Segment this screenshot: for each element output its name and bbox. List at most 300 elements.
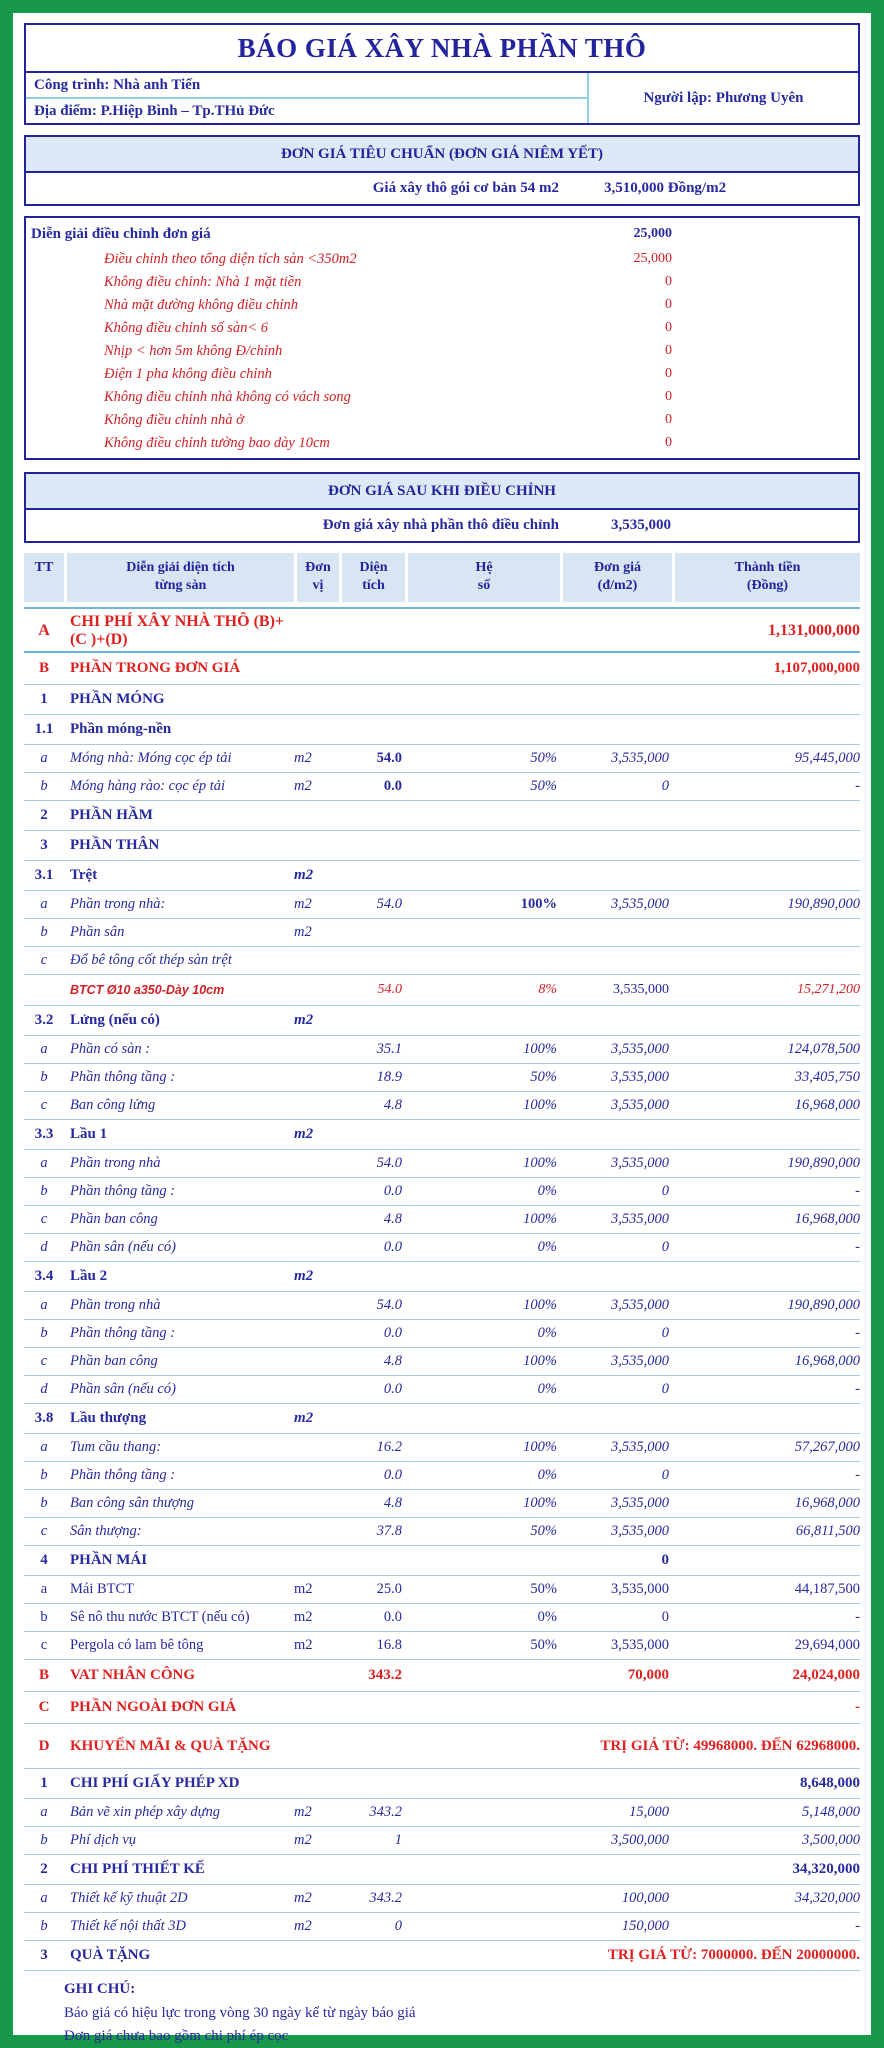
cell-coefficient: 100%: [523, 1297, 557, 1313]
cell-coefficient: 50%: [530, 1523, 557, 1539]
cell-total: -: [855, 1239, 860, 1255]
cell-area: 35.1: [376, 1041, 402, 1057]
cell-total: 34,320,000: [794, 1890, 860, 1906]
table-row: [24, 1604, 860, 1632]
cell-unit-price: 3,535,000: [613, 982, 669, 997]
cell-area: 4.8: [383, 1097, 402, 1113]
cell-tt: 2: [40, 1861, 48, 1877]
standard-price-box: [24, 135, 860, 206]
cell-label: PHẦN HẦM: [70, 807, 153, 823]
cell-coefficient: 100%: [523, 1155, 557, 1171]
cell-total: -: [855, 778, 860, 794]
cell-unit: m2: [294, 1637, 313, 1653]
cell-label: Mái BTCT: [70, 1581, 135, 1597]
cell-tt: 3: [40, 837, 48, 853]
cell-tt: a: [40, 1439, 48, 1455]
cell-total: 1,131,000,000: [768, 622, 860, 639]
cell-coefficient: 100%: [523, 1353, 557, 1369]
cell-total: 29,694,000: [794, 1637, 860, 1653]
cell-area: 4.8: [383, 1353, 402, 1369]
cell-tt: B: [38, 1667, 49, 1683]
quotation-sheet: [13, 13, 871, 2044]
cell-label: Bản vẽ xin phép xây dựng: [70, 1804, 221, 1820]
cell-tt: c: [40, 1097, 48, 1113]
table-row: [24, 1092, 860, 1120]
cell-label: Sân thượng:: [70, 1523, 142, 1539]
cell-area: 343.2: [368, 1667, 402, 1683]
adjustment-box: [24, 216, 860, 460]
cell-tt: a: [40, 1890, 48, 1906]
cell-tt: a: [40, 1297, 48, 1313]
cell-label: Phần thông tầng :: [70, 1069, 176, 1085]
adjustment-item: [26, 293, 858, 316]
cell-unit: m2: [294, 1581, 313, 1597]
cell-unit: m2: [294, 1126, 314, 1142]
cell-total: 3,500,000: [802, 1832, 860, 1848]
cell-total: 16,968,000: [794, 1353, 860, 1369]
cell-tt: 3.1: [34, 867, 54, 883]
table-row: [24, 1006, 860, 1036]
cell-unit-price: 3,535,000: [611, 1495, 669, 1511]
cost-table-header: [24, 553, 860, 609]
cell-unit-price: 0: [661, 1609, 669, 1625]
adjustment-item-value: 0: [665, 389, 672, 404]
adjustment-item-value: 0: [665, 274, 672, 289]
table-row: [24, 611, 860, 653]
cell-coefficient: 0%: [537, 1609, 557, 1625]
table-row: [24, 715, 860, 745]
cell-total: 66,811,500: [795, 1523, 860, 1539]
title-box: [24, 23, 860, 125]
cell-area: 343.2: [369, 1890, 402, 1906]
cell-label: Phần thông tầng :: [70, 1467, 176, 1483]
cell-coefficient: 50%: [530, 1581, 557, 1597]
author-name: Người lập: Phương Uyên: [643, 89, 804, 106]
cell-total: -: [855, 1699, 860, 1715]
table-row: [24, 1660, 860, 1692]
cell-total: -: [855, 1183, 860, 1199]
cell-label: VAT NHÂN CÔNG: [70, 1667, 196, 1683]
cell-label: Phần có sàn :: [70, 1041, 151, 1057]
cell-tt: a: [40, 750, 48, 766]
cell-label: Phần ban công: [70, 1353, 158, 1369]
cell-label: Pergola có lam bê tông: [70, 1637, 204, 1653]
table-row: [24, 1692, 860, 1724]
cell-coefficient: 100%: [523, 1097, 557, 1113]
cell-total: -: [855, 1381, 860, 1397]
cell-area: 54.0: [376, 1297, 402, 1313]
cell-unit-price: 3,535,000: [611, 1637, 669, 1653]
note-line: Đơn giá chưa bao gồm chi phí ép cọc: [64, 2028, 289, 2044]
cell-label: Ban công lửng: [70, 1097, 156, 1113]
cell-tt: a: [40, 1155, 48, 1171]
cell-coefficient: 100%: [523, 1211, 557, 1227]
cell-unit-price: 3,535,000: [611, 1439, 669, 1455]
cell-unit-price: 3,535,000: [611, 896, 669, 912]
table-row: [24, 653, 860, 685]
cell-tt: 1.1: [34, 721, 54, 737]
cell-tt: D: [38, 1737, 50, 1754]
cell-total: 24,024,000: [792, 1667, 860, 1683]
table-row: [24, 1376, 860, 1404]
cell-coefficient: 50%: [530, 1069, 557, 1085]
cell-unit-price: 0: [661, 778, 669, 794]
cell-total: 124,078,500: [787, 1041, 860, 1057]
cell-coefficient: 50%: [530, 1637, 557, 1653]
cell-tt: b: [40, 1467, 48, 1483]
cell-promo-value: TRỊ GIÁ TỪ: 7000000. ĐẾN 20000000.: [607, 1947, 860, 1963]
table-row: [24, 1462, 860, 1490]
cell-label: Phần sân: [70, 924, 125, 940]
cell-label: BTCT Ø10 a350-Dày 10cm: [70, 983, 225, 997]
cell-total: -: [855, 1918, 860, 1934]
cell-unit: m2: [294, 867, 314, 883]
table-row: [24, 975, 860, 1006]
cell-total: 190,890,000: [787, 896, 860, 912]
adjustment-item-value: 0: [665, 435, 672, 450]
cell-label: PHẦN MÓNG: [70, 691, 165, 707]
table-row: [24, 1262, 860, 1292]
cell-total: 190,890,000: [787, 1155, 860, 1171]
adjustment-item: [26, 270, 858, 293]
cell-area: 0.0: [383, 778, 402, 794]
cell-label: Phần trong nhà:: [70, 896, 166, 912]
table-row: [24, 1292, 860, 1320]
table-row: [24, 1234, 860, 1262]
cell-total: 33,405,750: [794, 1069, 860, 1085]
cell-label: Lầu 1: [70, 1126, 108, 1142]
table-row: [24, 1799, 860, 1827]
table-row: [24, 773, 860, 801]
cell-unit-price: 0: [661, 1325, 669, 1341]
table-row: [24, 861, 860, 891]
cell-area: 0.0: [383, 1609, 402, 1625]
cell-area: 25.0: [376, 1581, 402, 1597]
table-row: [24, 1724, 860, 1769]
table-row: [24, 1320, 860, 1348]
table-row: [24, 1348, 860, 1376]
cell-label: Thiết kế nội thất 3D: [70, 1918, 186, 1934]
cell-coefficient: 0%: [537, 1467, 557, 1483]
cell-unit: m2: [294, 778, 312, 794]
cell-unit: m2: [294, 1890, 312, 1906]
adjustment-item-value: 0: [665, 297, 672, 312]
cell-tt: 3.8: [34, 1410, 54, 1426]
cell-unit-price: 3,535,000: [611, 1523, 669, 1539]
table-row: [24, 947, 860, 975]
adjustment-item: [26, 385, 858, 408]
adjustment-item: [26, 247, 858, 270]
cell-tt: a: [40, 1041, 48, 1057]
cell-total: 16,968,000: [794, 1097, 860, 1113]
cell-area: 343.2: [369, 1804, 402, 1820]
cell-unit: m2: [294, 924, 312, 940]
cell-area: 37.8: [376, 1523, 402, 1539]
cell-label: Phần ban công: [70, 1211, 158, 1227]
cell-label: Ban công sân thượng: [70, 1495, 194, 1511]
column-header: Thành tiền (Đồng): [675, 553, 860, 602]
cell-unit-price: 3,535,000: [611, 1155, 669, 1171]
adjustment-item-label: Không điều chỉnh nhà ở: [104, 412, 244, 428]
adjustment-item-label: Điều chỉnh theo tổng diện tích sàn <350m2: [104, 251, 357, 267]
table-row: [24, 1769, 860, 1799]
adjustment-item: [26, 316, 858, 339]
table-row: [24, 1490, 860, 1518]
cell-total: 15,271,200: [797, 982, 860, 997]
cell-tt: c: [40, 952, 48, 968]
project-info-left: [26, 73, 589, 123]
cell-total: 16,968,000: [794, 1211, 860, 1227]
cell-label: Phần thông tầng :: [70, 1183, 176, 1199]
cell-tt: C: [38, 1699, 50, 1715]
cell-label: CHI PHÍ GIẤY PHÉP XD: [70, 1775, 240, 1791]
adjustment-header-label: Diễn giải điều chỉnh đơn giá: [31, 226, 211, 242]
cell-tt: 1: [40, 691, 48, 707]
cell-unit-price: 150,000: [621, 1918, 669, 1934]
cell-total: 8,648,000: [800, 1775, 860, 1791]
cell-tt: d: [40, 1381, 48, 1397]
table-row: [24, 1941, 860, 1971]
notes-block: [24, 1971, 860, 2048]
cell-tt: a: [40, 896, 48, 912]
cell-label: Tum cầu thang:: [70, 1439, 162, 1455]
adjustment-item-value: 0: [665, 412, 672, 427]
cell-tt: c: [40, 1353, 48, 1369]
cell-unit: m2: [294, 896, 312, 912]
cell-label: Lầu 2: [70, 1268, 108, 1284]
cell-tt: b: [40, 924, 48, 940]
cell-tt: b: [40, 1495, 48, 1511]
cell-tt: 4: [40, 1552, 48, 1568]
adjustment-item: [26, 339, 858, 362]
cell-tt: B: [38, 660, 49, 676]
table-row: [24, 1913, 860, 1941]
cell-tt: 2: [40, 807, 48, 823]
adjustment-items: [26, 247, 858, 454]
cell-area: 4.8: [383, 1495, 402, 1511]
cell-unit-price: 3,535,000: [611, 1297, 669, 1313]
cell-label: CHI PHÍ XÂY NHÀ THÔ (B)+(C )+(D): [70, 613, 285, 648]
cell-area: 18.9: [376, 1069, 402, 1085]
standard-price-row: [26, 173, 858, 204]
table-row: [24, 1064, 860, 1092]
cell-coefficient: 0%: [537, 1381, 557, 1397]
cell-tt: b: [40, 1918, 48, 1934]
table-row: [24, 1434, 860, 1462]
table-row: [24, 1885, 860, 1913]
cell-unit: m2: [294, 1268, 314, 1284]
cell-area: 16.2: [376, 1439, 402, 1455]
column-header: Diện tích: [342, 553, 405, 602]
cell-area: 4.8: [383, 1211, 402, 1227]
adjusted-price-box: [24, 472, 860, 543]
column-header: TT: [24, 553, 64, 602]
cell-label: PHẦN TRONG ĐƠN GIÁ: [70, 660, 241, 676]
table-row: [24, 1404, 860, 1434]
adjusted-price-header: ĐƠN GIÁ SAU KHI ĐIỀU CHỈNH: [26, 474, 858, 510]
cell-tt: c: [40, 1523, 48, 1539]
cell-coefficient: 0%: [537, 1239, 557, 1255]
adjustment-item: [26, 431, 858, 454]
cell-unit-price: 0: [661, 1183, 669, 1199]
table-row: [24, 1546, 860, 1576]
cell-tt: b: [40, 1069, 48, 1085]
adjustment-item-label: Không điều chỉnh nhà không có vách song: [104, 389, 351, 405]
cell-unit-price: 100,000: [621, 1890, 669, 1906]
cell-label: PHẦN MÁI: [70, 1552, 148, 1568]
cell-tt: c: [40, 1211, 48, 1227]
adjusted-price-label: Đơn giá xây nhà phần thô điều chỉnh: [322, 517, 559, 533]
cell-tt: 3.4: [34, 1268, 54, 1284]
cell-tt: b: [40, 1325, 48, 1341]
cell-area: 54.0: [376, 1155, 402, 1171]
cell-label: Phần sân (nếu có): [70, 1381, 176, 1397]
project-address: Địa điểm: P.Hiệp Bình – Tp.THủ Đức: [34, 103, 275, 119]
project-name: Công trình: Nhà anh Tiến: [26, 73, 587, 99]
cell-label: Trệt: [70, 867, 98, 883]
adjustment-item-value: 25,000: [633, 251, 672, 266]
cell-unit-price: 3,535,000: [611, 1581, 669, 1597]
table-row: [24, 891, 860, 919]
table-row: [24, 1036, 860, 1064]
table-row: [24, 831, 860, 861]
cell-tt: A: [38, 622, 50, 639]
cell-unit-price: 3,535,000: [611, 1069, 669, 1085]
cell-area: 0.0: [383, 1183, 402, 1199]
cell-unit-price: 3,535,000: [611, 1041, 669, 1057]
cell-area: 0.0: [383, 1325, 402, 1341]
table-row: [24, 1206, 860, 1234]
cell-unit-price: 15,000: [629, 1804, 669, 1820]
cell-tt: 3: [40, 1947, 48, 1963]
cell-label: Móng hàng rào: cọc ép tải: [70, 778, 226, 794]
cell-total: 190,890,000: [787, 1297, 860, 1313]
cell-label: CHI PHÍ THIẾT KẾ: [70, 1861, 205, 1877]
cell-label: PHẦN THÂN: [70, 837, 160, 853]
cell-area: 0.0: [383, 1239, 402, 1255]
cell-coefficient: 8%: [538, 982, 557, 997]
cell-coefficient: 100%: [523, 1041, 557, 1057]
column-header: Đơn giá (đ/m2): [563, 553, 672, 602]
cell-area: 0: [394, 1918, 402, 1934]
cell-total: 1,107,000,000: [773, 660, 860, 676]
cell-unit: m2: [294, 1832, 312, 1848]
notes-header: GHI CHÚ:: [64, 1981, 136, 1997]
column-header: Hệ số: [408, 553, 560, 602]
cell-total: -: [855, 1609, 860, 1625]
cell-tt: 1: [40, 1775, 48, 1791]
cost-table-body: [24, 611, 860, 1971]
adjustment-item: [26, 362, 858, 385]
cell-unit: m2: [294, 750, 312, 766]
adjustment-item-value: 0: [665, 366, 672, 381]
cell-tt: b: [40, 1183, 48, 1199]
cell-label: PHẦN NGOÀI ĐƠN GIÁ: [70, 1699, 237, 1715]
cell-label: Phần móng-nền: [70, 721, 172, 737]
cell-coefficient: 100%: [520, 896, 557, 912]
column-header: Diễn giải diện tích từng sàn: [67, 553, 294, 602]
standard-price-label: Giá xây thô gói cơ bản 54 m2: [372, 180, 559, 196]
cell-area: 0.0: [383, 1467, 402, 1483]
cell-label: Móng nhà: Móng cọc ép tải: [70, 750, 232, 766]
cell-label: QUÀ TẶNG: [70, 1947, 151, 1963]
cell-total: 57,267,000: [794, 1439, 860, 1455]
table-row: [24, 919, 860, 947]
cell-coefficient: 50%: [530, 750, 557, 766]
cell-label: Phần sân (nếu có): [70, 1239, 176, 1255]
cell-area: 16.8: [376, 1637, 402, 1653]
table-row: [24, 1576, 860, 1604]
cell-coefficient: 100%: [523, 1495, 557, 1511]
cost-table: [24, 553, 860, 2048]
cell-label: Phí dịch vụ: [70, 1832, 137, 1848]
adjustment-item-label: Không điều chỉnh số sàn< 6: [104, 320, 269, 336]
column-header: Đơn vị: [297, 553, 339, 602]
table-row: [24, 1855, 860, 1885]
table-row: [24, 1632, 860, 1660]
table-row: [24, 1150, 860, 1178]
table-row: [24, 1178, 860, 1206]
cell-unit-price: 3,535,000: [611, 1211, 669, 1227]
cell-label: Lầu thượng: [70, 1410, 147, 1426]
adjustment-item-label: Nhịp < hơn 5m không Đ/chỉnh: [104, 343, 283, 359]
standard-price-value: 3,510,000 Đồng/m2: [604, 180, 727, 196]
cell-coefficient: 0%: [537, 1325, 557, 1341]
adjustment-item-label: Không điều chỉnh tường bao dày 10cm: [104, 435, 330, 451]
cell-total: 34,320,000: [792, 1861, 860, 1877]
table-row: [24, 1120, 860, 1150]
adjusted-price-row: [26, 510, 858, 541]
cell-tt: a: [40, 1581, 48, 1597]
cell-unit-price: 0: [661, 1381, 669, 1397]
cell-unit-price: 3,500,000: [611, 1832, 669, 1848]
adjustment-item-label: Nhà mặt đường không điều chỉnh: [104, 297, 299, 313]
cell-coefficient: 100%: [523, 1439, 557, 1455]
cell-tt: b: [40, 1609, 48, 1625]
page-title: BÁO GIÁ XÂY NHÀ PHẦN THÔ: [26, 25, 858, 73]
cell-label: Phần trong nhà: [70, 1155, 161, 1171]
table-row: [24, 801, 860, 831]
cell-unit-price: 3,535,000: [611, 1353, 669, 1369]
cell-total: -: [855, 1467, 860, 1483]
adjustment-item-value: 0: [665, 320, 672, 335]
cell-area: 0.0: [383, 1381, 402, 1397]
cell-unit-price: 0: [661, 1552, 669, 1568]
cell-tt: b: [40, 1832, 48, 1848]
cell-area: 54.0: [376, 750, 402, 766]
table-row: [24, 1827, 860, 1855]
cell-area: 54.0: [377, 982, 402, 997]
cell-total: 44,187,500: [794, 1581, 860, 1597]
cell-unit-price: 3,535,000: [611, 750, 669, 766]
cell-label: Đổ bê tông cốt thép sàn trệt: [70, 952, 232, 968]
adjustment-item-value: 0: [665, 343, 672, 358]
standard-price-header: ĐƠN GIÁ TIÊU CHUẨN (ĐƠN GIÁ NIÊM YẾT): [26, 137, 858, 173]
project-info: [26, 73, 858, 123]
cell-label: KHUYẾN MÃI & QUÀ TẶNG: [70, 1738, 271, 1754]
cell-unit: m2: [294, 1918, 312, 1934]
cell-unit: m2: [294, 1012, 314, 1028]
adjustment-item-label: Điện 1 pha không điều chỉnh: [104, 366, 272, 382]
adjustment-header-row: [26, 221, 858, 247]
table-row: [24, 685, 860, 715]
cell-tt: c: [40, 1637, 48, 1653]
cell-total: 5,148,000: [802, 1804, 860, 1820]
cell-unit: m2: [294, 1804, 312, 1820]
cell-area: 1: [394, 1832, 402, 1848]
cell-unit-price: 70,000: [627, 1667, 669, 1683]
table-row: [24, 1518, 860, 1546]
